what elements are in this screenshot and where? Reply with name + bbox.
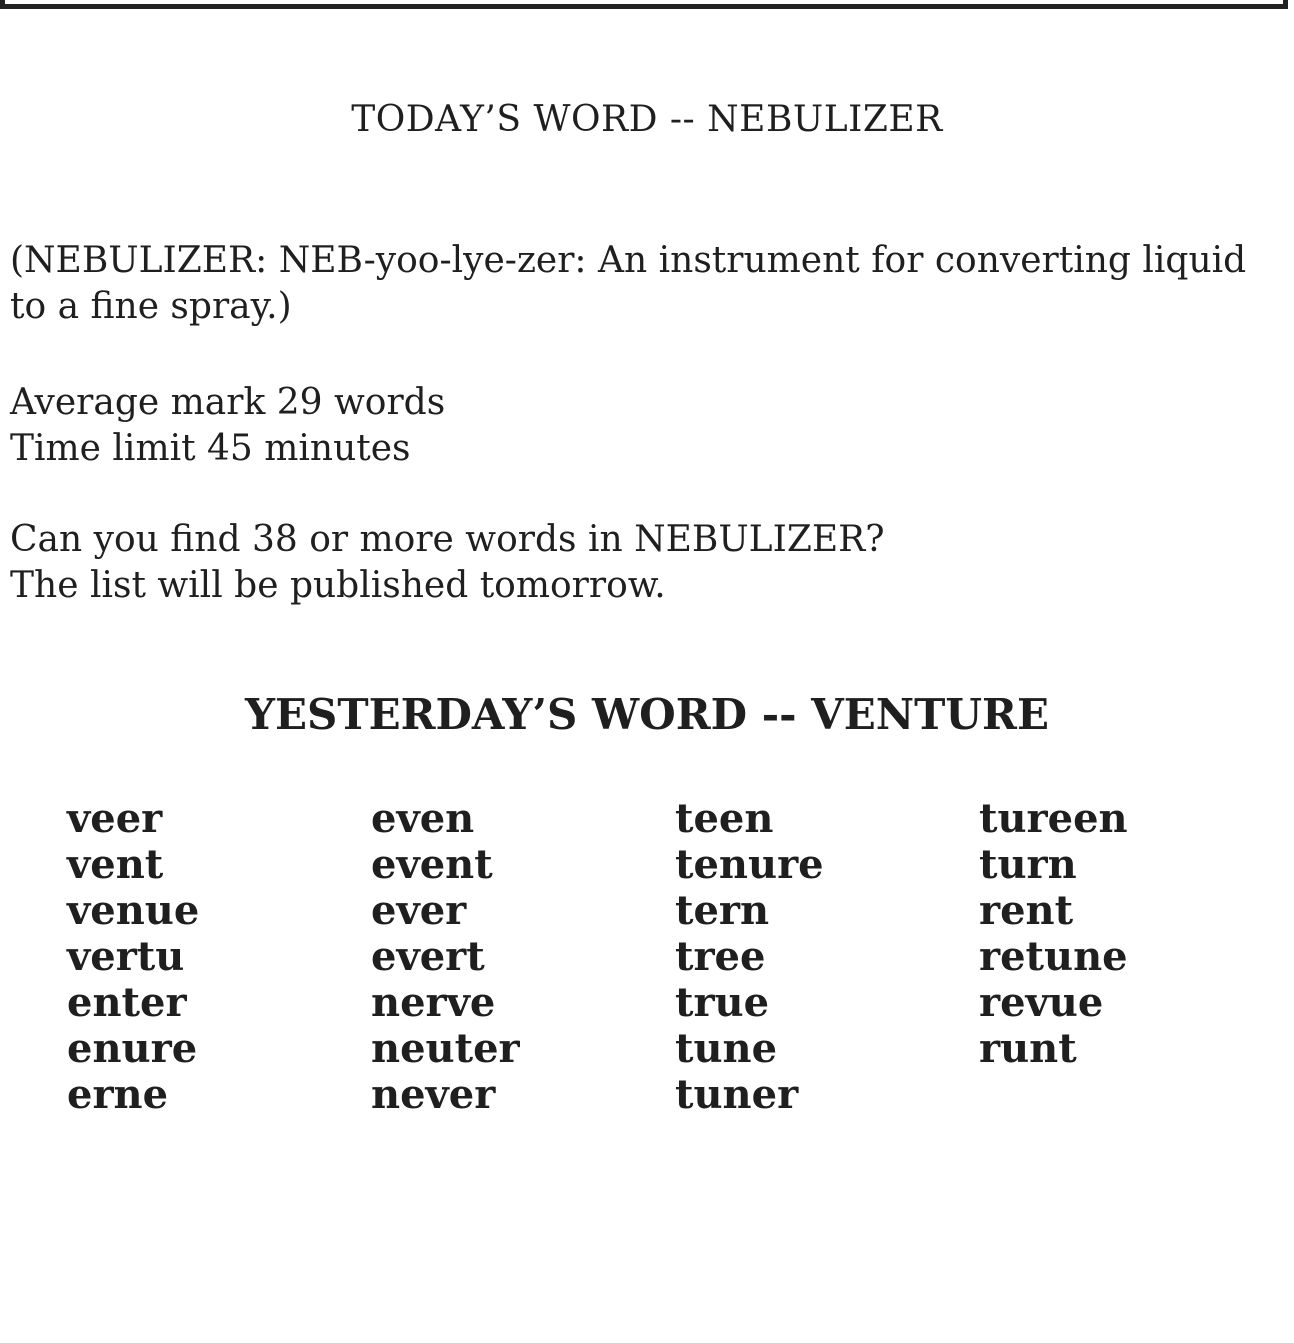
yesterdays-word-list bbox=[67, 796, 1283, 1118]
word-item: tureen bbox=[979, 795, 1128, 842]
publish-note: The list will be published tomorrow. bbox=[10, 565, 666, 606]
average-mark: Average mark 29 words bbox=[10, 382, 446, 423]
word-item: even bbox=[371, 795, 475, 842]
word-item: never bbox=[371, 1071, 496, 1118]
word-item: evert bbox=[371, 933, 485, 980]
challenge-question: Can you find 38 or more words in NEBULIZER? bbox=[10, 519, 885, 560]
word-item: turn bbox=[979, 841, 1077, 888]
word-item: venue bbox=[67, 887, 200, 934]
word-item: vent bbox=[67, 841, 164, 888]
word-item: veer bbox=[67, 795, 163, 842]
puzzle-stats bbox=[10, 380, 445, 472]
word-item: ever bbox=[371, 887, 467, 934]
word-item: rent bbox=[979, 887, 1074, 934]
word-item: tuner bbox=[675, 1071, 799, 1118]
todays-word-title: TODAY’S WORD -- NEBULIZER bbox=[351, 99, 943, 140]
word-item: nerve bbox=[371, 979, 496, 1026]
word-item: true bbox=[675, 979, 770, 1026]
word-column-4 bbox=[979, 796, 1283, 1118]
word-column-2 bbox=[371, 796, 675, 1118]
word-item: enure bbox=[67, 1025, 198, 1072]
word-item: event bbox=[371, 841, 493, 888]
word-item: teen bbox=[675, 795, 774, 842]
word-item: revue bbox=[979, 979, 1104, 1026]
word-column-3 bbox=[675, 796, 979, 1118]
challenge-text bbox=[10, 517, 885, 609]
word-item: tenure bbox=[675, 841, 824, 888]
word-item: neuter bbox=[371, 1025, 520, 1072]
word-definition: (NEBULIZER: NEB-yoo-lye-zer: An instrument for converting liquid to a fine spray.) bbox=[10, 240, 1247, 327]
word-item: vertu bbox=[67, 933, 185, 980]
word-item: runt bbox=[979, 1025, 1077, 1072]
word-item: retune bbox=[979, 933, 1128, 980]
word-item: tree bbox=[675, 933, 766, 980]
word-item: erne bbox=[67, 1071, 169, 1118]
time-limit: Time limit 45 minutes bbox=[10, 428, 411, 469]
word-item: tern bbox=[675, 887, 770, 934]
word-column-1 bbox=[67, 796, 371, 1118]
word-item: enter bbox=[67, 979, 187, 1026]
yesterdays-word-title: YESTERDAY’S WORD -- VENTURE bbox=[245, 690, 1049, 739]
top-border-rule bbox=[0, 0, 1288, 9]
word-item: tune bbox=[675, 1025, 778, 1072]
